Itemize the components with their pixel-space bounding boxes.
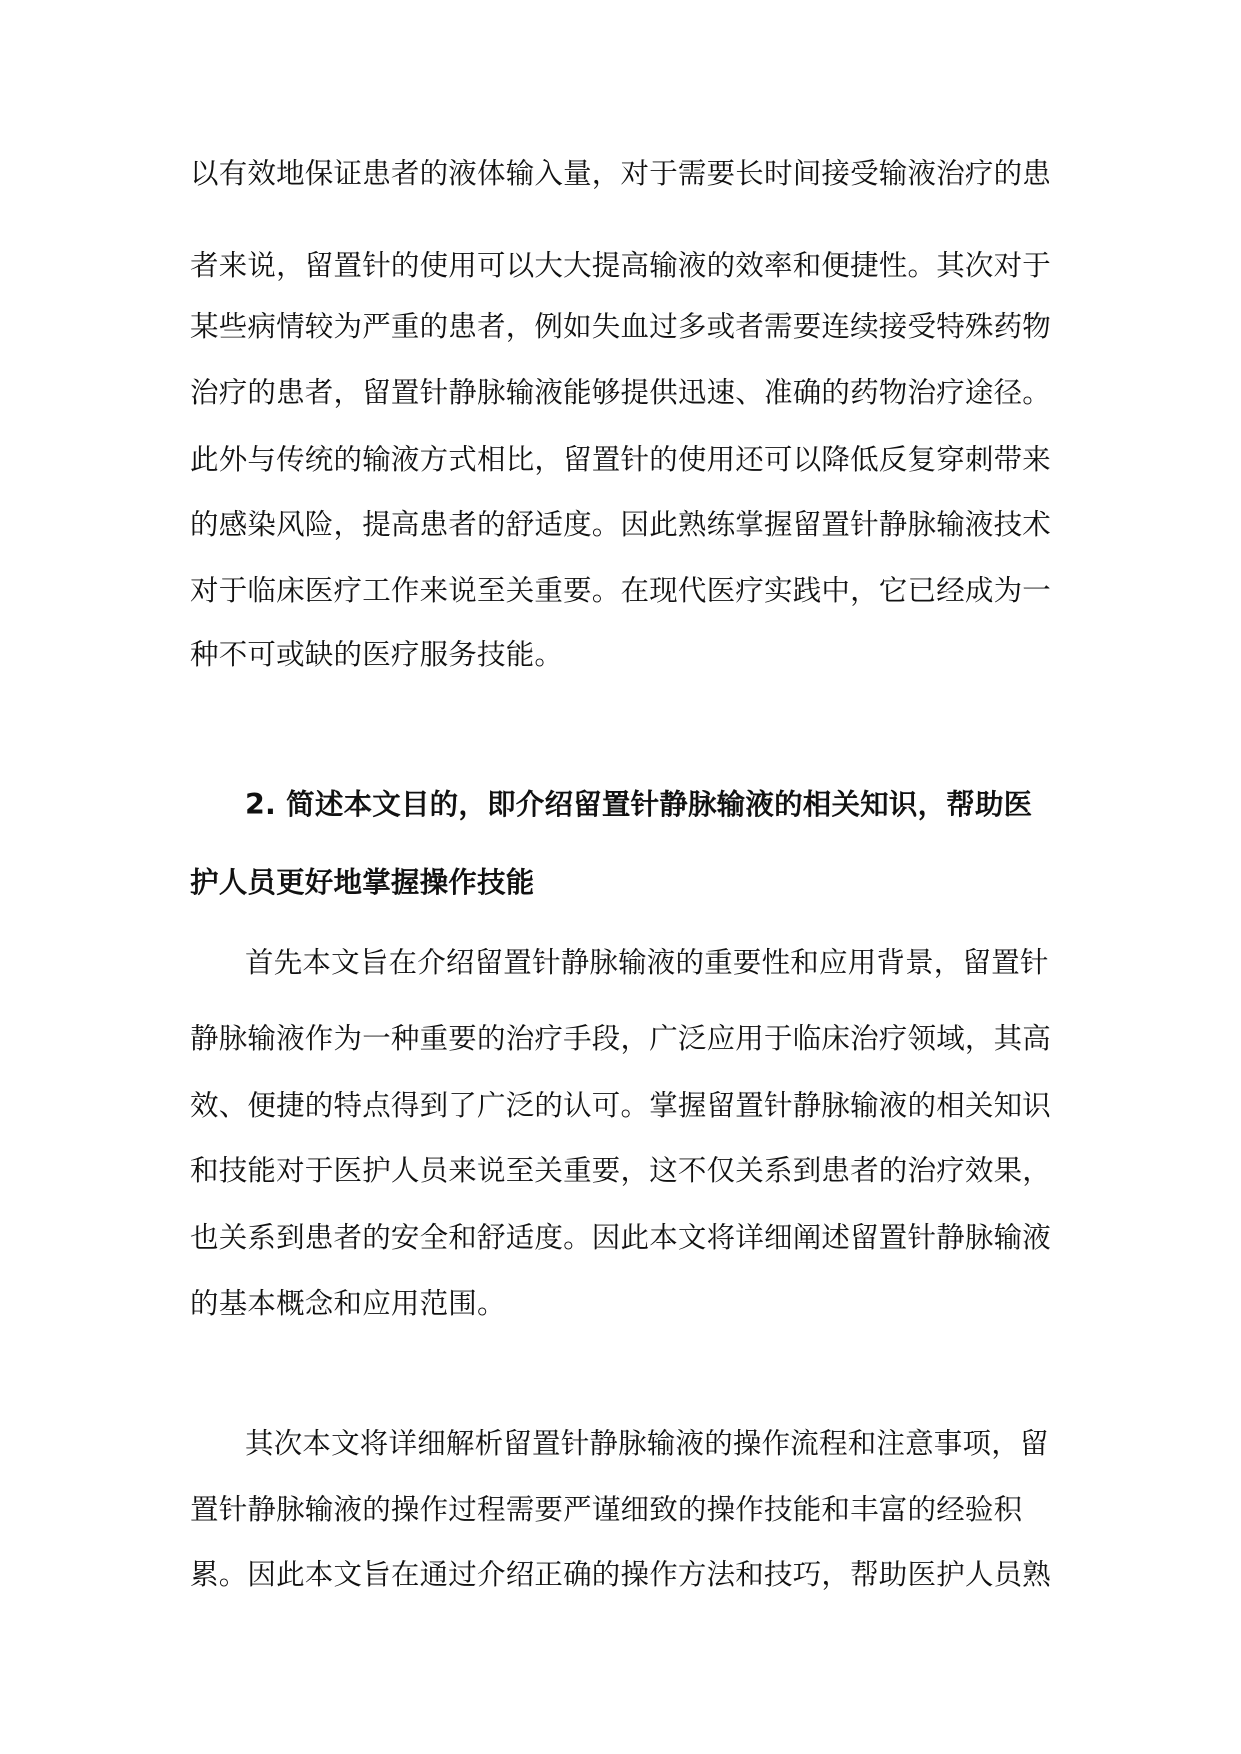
paragraph-2-line-3: 效、便捷的特点得到了广泛的认可。掌握留置针静脉输液的相关知识 bbox=[190, 1089, 1052, 1122]
paragraph-1-line-6: 的感染风险，提高患者的舒适度。因此熟练掌握留置针静脉输液技术 bbox=[190, 508, 1052, 541]
heading-line-2: 护人员更好地掌握操作技能 bbox=[190, 866, 535, 899]
paragraph-3-line-3: 累。因此本文旨在通过介绍正确的操作方法和技巧，帮助医护人员熟 bbox=[190, 1558, 1052, 1591]
document-body bbox=[190, 0, 1050, 1754]
paragraph-1-line-3: 某些病情较为严重的患者，例如失血过多或者需要连续接受特殊药物 bbox=[190, 310, 1052, 343]
paragraph-1-line-8: 种不可或缺的医疗服务技能。 bbox=[190, 638, 564, 671]
paragraph-2-line-2: 静脉输液作为一种重要的治疗手段，广泛应用于临床治疗领域，其高 bbox=[190, 1022, 1052, 1055]
paragraph-3-line-2: 置针静脉输液的操作过程需要严谨细致的操作技能和丰富的经验积 bbox=[190, 1493, 1023, 1526]
paragraph-2-line-1: 首先本文旨在介绍留置针静脉输液的重要性和应用背景，留置针 bbox=[245, 946, 1049, 979]
paragraph-1-line-7: 对于临床医疗工作来说至关重要。在现代医疗实践中，它已经成为一 bbox=[190, 574, 1052, 607]
paragraph-2-line-6: 的基本概念和应用范围。 bbox=[190, 1287, 506, 1320]
paragraph-1-line-2: 者来说，留置针的使用可以大大提高输液的效率和便捷性。其次对于 bbox=[190, 249, 1052, 282]
paragraph-3-line-1: 其次本文将详细解析留置针静脉输液的操作流程和注意事项，留 bbox=[245, 1427, 1049, 1460]
paragraph-1-line-5: 此外与传统的输液方式相比，留置针的使用还可以降低反复穿刺带来 bbox=[190, 443, 1052, 476]
paragraph-1-line-4: 治疗的患者，留置针静脉输液能够提供迅速、准确的药物治疗途径。 bbox=[190, 376, 1052, 409]
paragraph-2-line-4: 和技能对于医护人员来说至关重要，这不仅关系到患者的治疗效果， bbox=[190, 1154, 1052, 1187]
paragraph-2-line-5: 也关系到患者的安全和舒适度。因此本文将详细阐述留置针静脉输液 bbox=[190, 1221, 1052, 1254]
paragraph-1-line-1: 以有效地保证患者的液体输入量，对于需要长时间接受输液治疗的患 bbox=[190, 157, 1052, 190]
heading-line-1: 2. 简述本文目的，即介绍留置针静脉输液的相关知识，帮助医 bbox=[245, 788, 1033, 821]
